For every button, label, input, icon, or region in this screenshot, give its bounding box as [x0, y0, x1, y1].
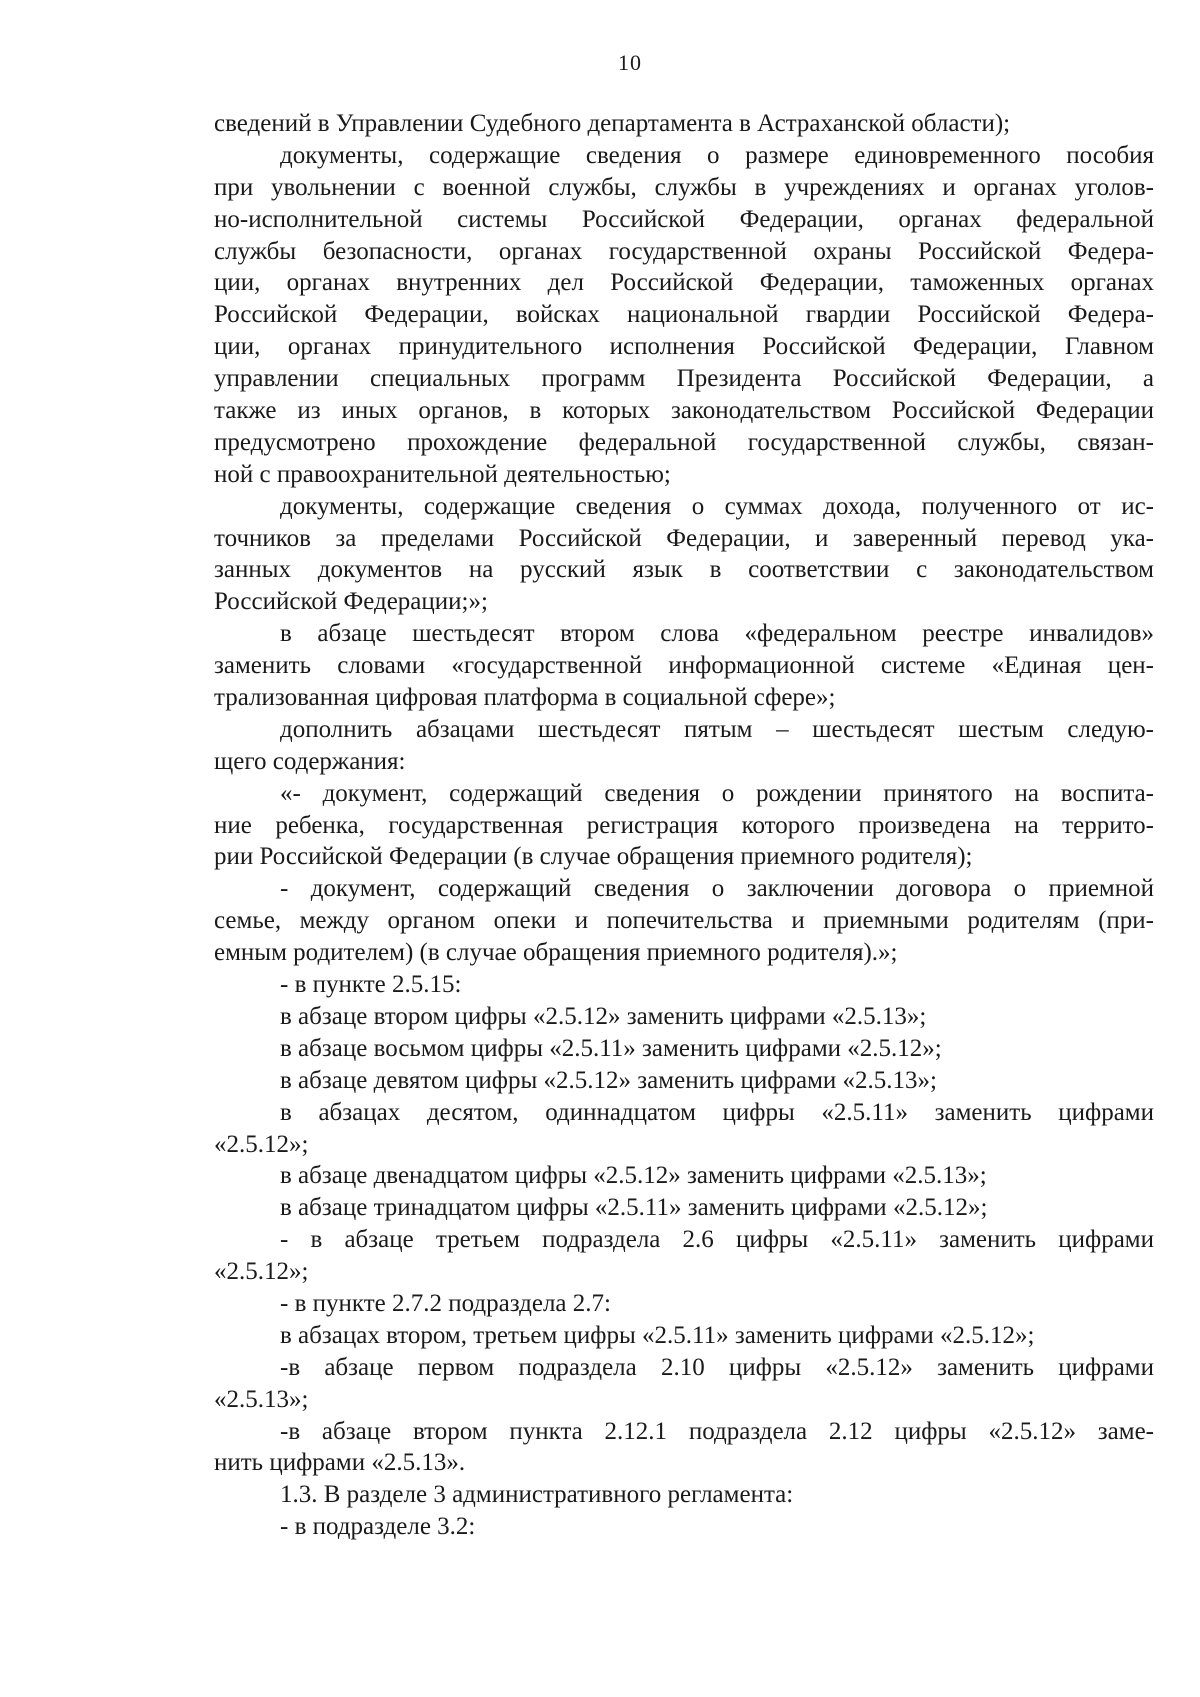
text-line: в абзаце тринадцатом цифры «2.5.11» заменить цифрами «2.5.12»; — [280, 1194, 988, 1222]
text-line: ции, органах внутренних дел Российской Федерации, таможенных органах — [214, 269, 1154, 297]
text-line: -в абзаце втором пункта 2.12.1 подраздела 2.12 цифры «2.5.12» заме- — [280, 1417, 1154, 1445]
text-line: предусмотрено прохождение федеральной государственной службы, связан- — [214, 428, 1154, 456]
text-line: 1.3. В разделе 3 административного регламента: — [280, 1481, 794, 1509]
text-line: нить цифрами «2.5.13». — [214, 1449, 466, 1477]
text-line: трализованная цифровая платформа в социальной сфере»; — [214, 684, 836, 712]
text-line: ние ребенка, государственная регистрация которого произведена на террито- — [214, 811, 1154, 839]
text-line: сведений в Управлении Судебного департамента в Астраханской области); — [214, 110, 1011, 137]
text-line: -в абзаце первом подраздела 2.10 цифры «2.5.12» заменить цифрами — [280, 1353, 1154, 1381]
text-line: в абзацах десятом, одиннадцатом цифры «2.5.11» заменить цифрами — [280, 1098, 1154, 1126]
text-line: также из иных органов, в которых законодательством Российской Федерации — [214, 397, 1154, 425]
text-line: «2.5.13»; — [214, 1385, 309, 1413]
text-line: щего содержания: — [214, 747, 406, 775]
text-line: управлении специальных программ Президента Российской Федерации, а — [214, 365, 1154, 393]
text-line: ции, органах принудительного исполнения Российской Федерации, Главном — [214, 333, 1154, 361]
text-line: в абзаце втором цифры «2.5.12» заменить цифрами «2.5.13»; — [280, 1002, 927, 1030]
text-line: при увольнении с военной службы, службы в учреждениях и органах уголов- — [214, 173, 1154, 201]
text-line: но-исполнительной системы Российской Федерации, органах федеральной — [214, 205, 1154, 233]
text-line: «2.5.12»; — [214, 1258, 309, 1286]
text-line: - в пункте 2.7.2 подраздела 2.7: — [280, 1289, 611, 1317]
page-number: 10 — [618, 50, 642, 75]
text-line: службы безопасности, органах государственной охраны Российской Федера- — [214, 237, 1154, 265]
text-line: - в пункте 2.5.15: — [280, 971, 462, 999]
text-line: «2.5.12»; — [214, 1130, 309, 1158]
text-line: в абзацах втором, третьем цифры «2.5.11» заменить цифрами «2.5.12»; — [280, 1321, 1035, 1349]
text-line: заменить словами «государственной информационной системе «Единая цен- — [214, 652, 1154, 680]
text-line: Российской Федерации, войсках национальной гвардии Российской Федера- — [214, 301, 1154, 329]
text-line: в абзаце двенадцатом цифры «2.5.12» заменить цифрами «2.5.13»; — [280, 1162, 987, 1190]
text-line: точников за пределами Российской Федерации, и заверенный перевод ука- — [214, 524, 1154, 552]
text-line: - документ, содержащий сведения о заключении договора о приемной — [280, 875, 1154, 903]
text-line: документы, содержащие сведения о размере единовременного пособия — [280, 141, 1154, 169]
text-line: Российской Федерации;»; — [214, 588, 488, 616]
text-line: занных документов на русский язык в соответствии с законодательством — [214, 556, 1154, 584]
text-line: - в абзаце третьем подраздела 2.6 цифры «2.5.11» заменить цифрами — [280, 1226, 1154, 1254]
text-line: емным родителем) (в случае обращения приемного родителя).»; — [214, 939, 898, 967]
document-body — [214, 108, 1154, 1543]
text-line: рии Российской Федерации (в случае обращения приемного родителя); — [214, 843, 973, 871]
text-line: в абзаце восьмом цифры «2.5.11» заменить цифрами «2.5.12»; — [280, 1034, 942, 1062]
text-line: документы, содержащие сведения о суммах дохода, полученного от ис- — [280, 492, 1154, 520]
text-line: дополнить абзацами шестьдесят пятым – шестьдесят шестым следую- — [280, 715, 1154, 743]
text-line: в абзаце шестьдесят втором слова «федеральном реестре инвалидов» — [280, 620, 1154, 648]
text-line: в абзаце девятом цифры «2.5.12» заменить цифрами «2.5.13»; — [280, 1066, 937, 1094]
text-line: - в подразделе 3.2: — [280, 1513, 476, 1541]
text-line: ной с правоохранительной деятельностью; — [214, 460, 671, 488]
text-line: «- документ, содержащий сведения о рождении принятого на воспита- — [280, 779, 1154, 807]
text-line: семье, между органом опеки и попечительства и приемными родителям (при- — [214, 907, 1154, 935]
